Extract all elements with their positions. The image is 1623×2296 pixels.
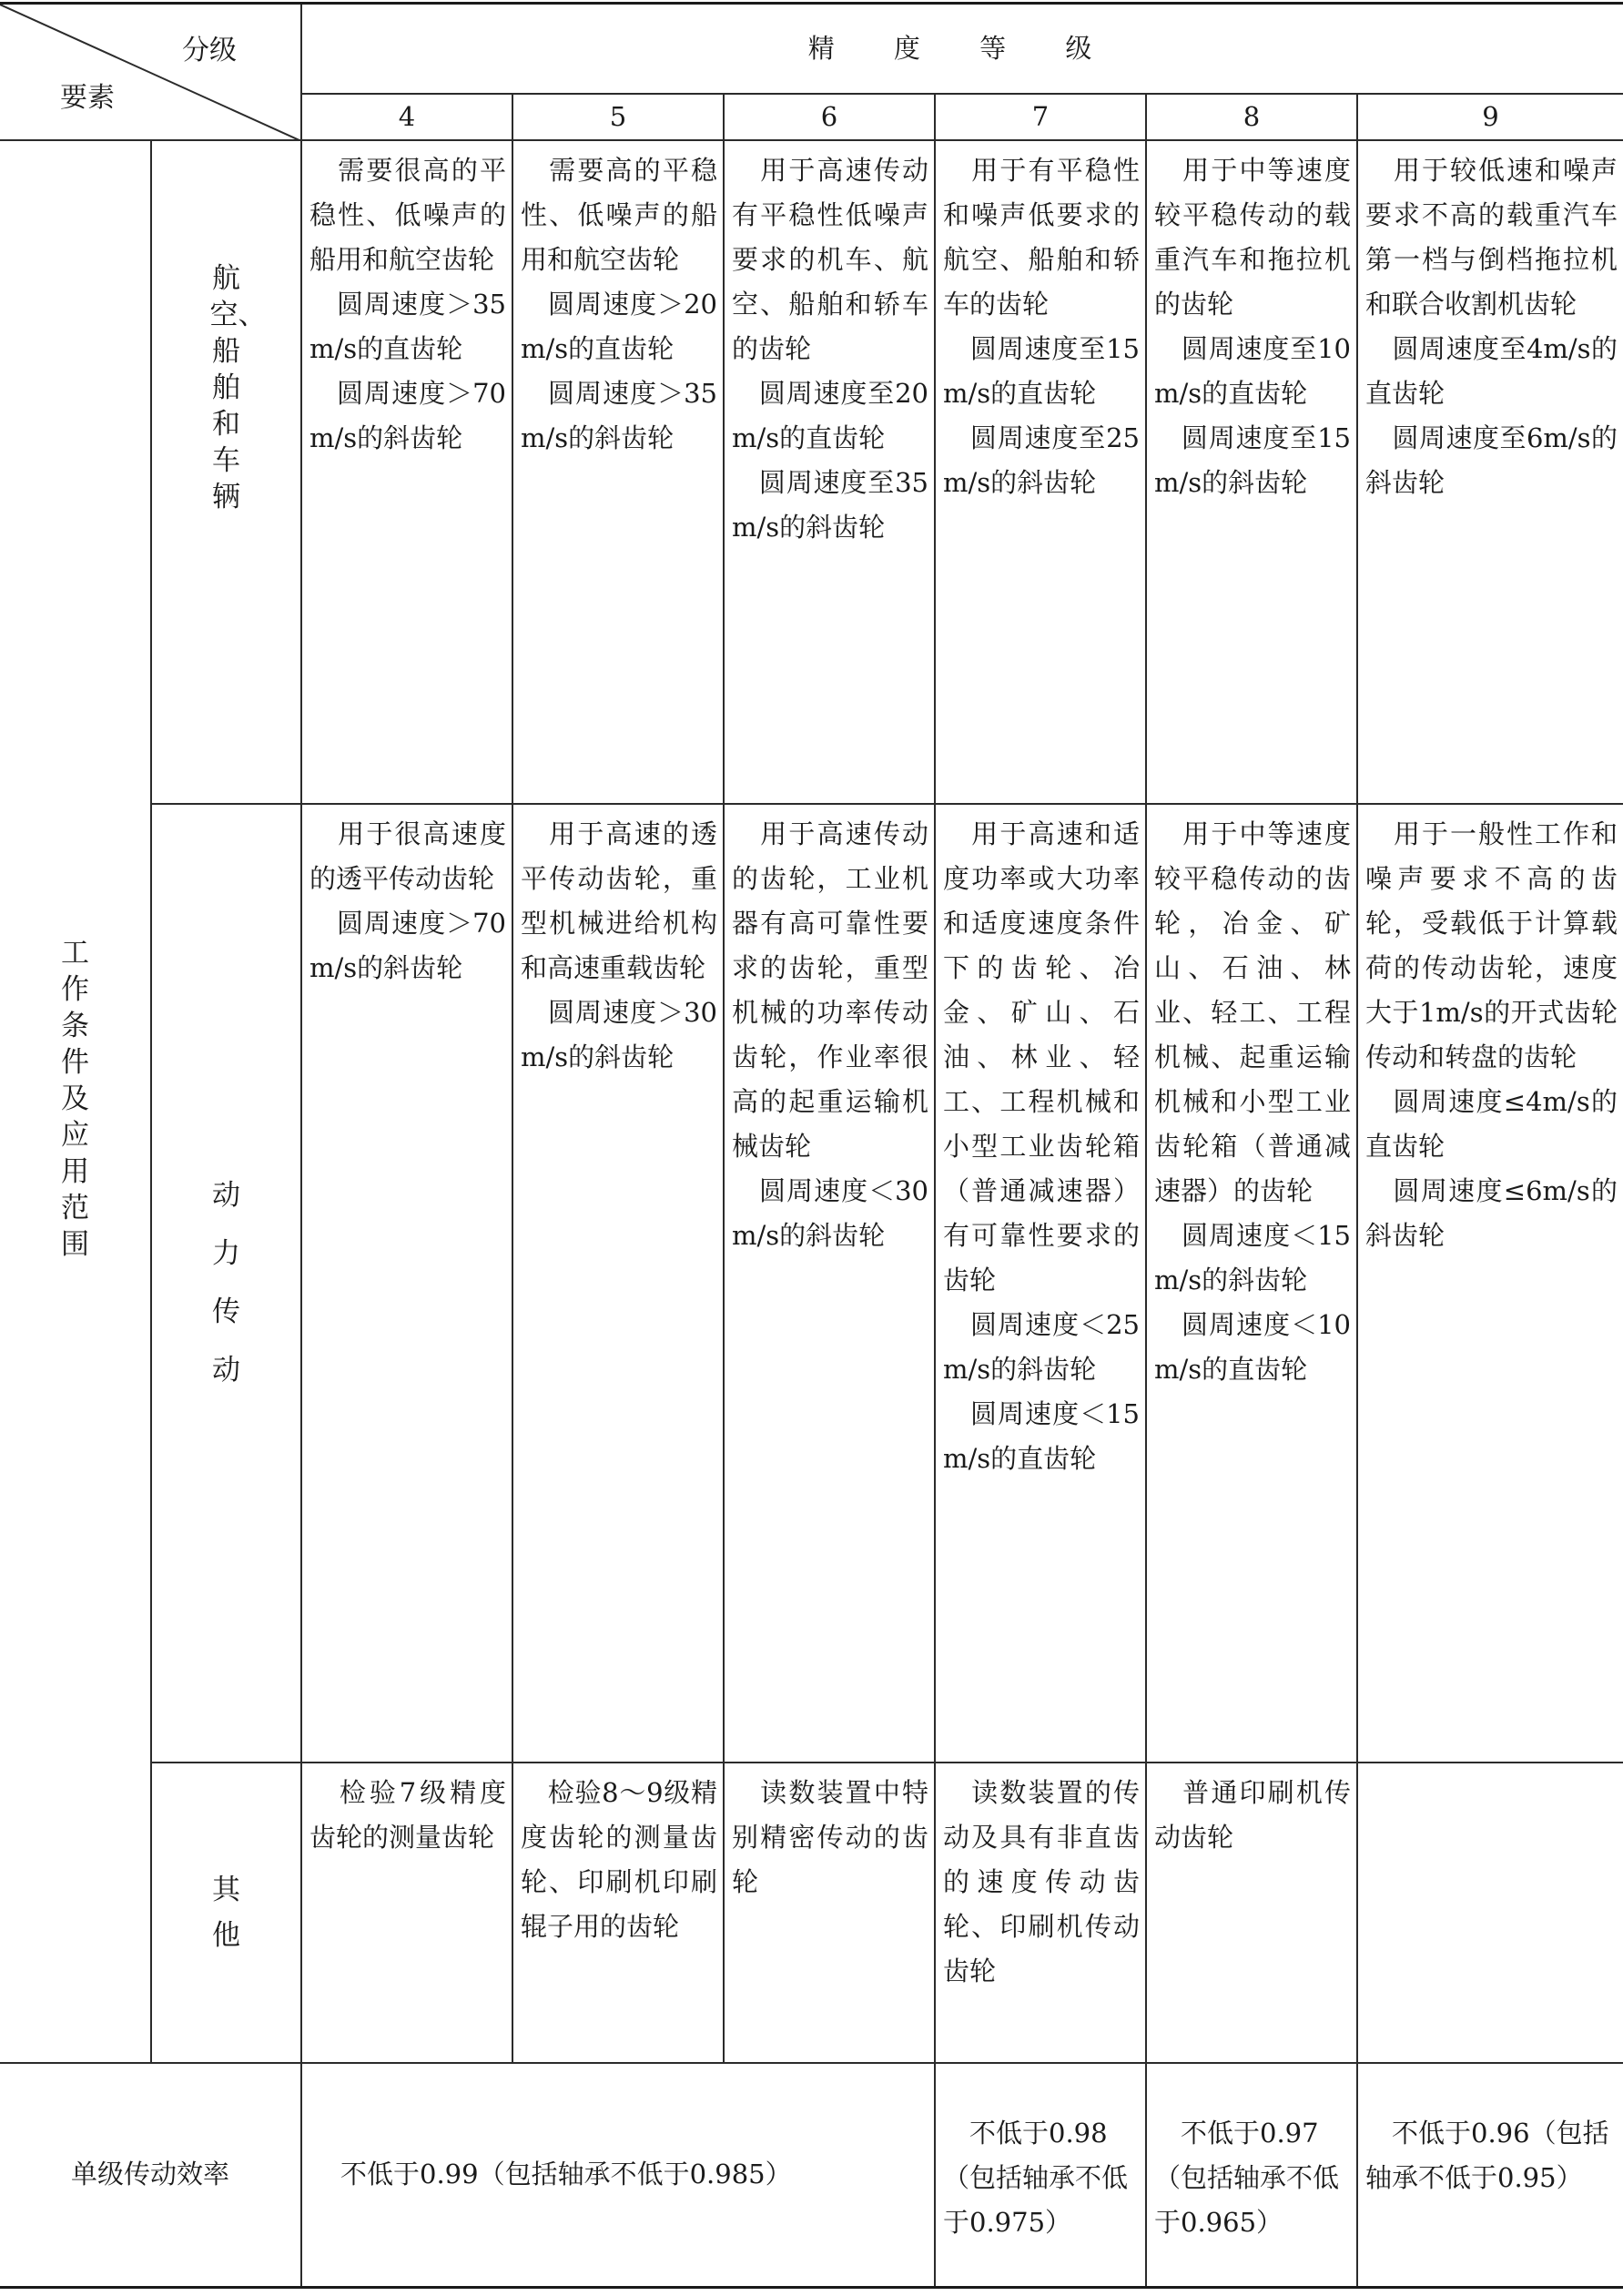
corner-diagonal bbox=[0, 5, 301, 141]
efficiency-grade-8: 不低于0.97（包括轴承不低于0.965） bbox=[1146, 2063, 1357, 2288]
row-label-power-transmission: 动力传动 bbox=[151, 804, 301, 1763]
grade-4-header: 4 bbox=[301, 94, 512, 140]
row-label-others: 其他 bbox=[151, 1763, 301, 2063]
aviation-grade-7: 用于有平稳性和噪声低要求的航空、船舶和轿车的齿轮 圆周速度至15m/s的直齿轮 圆周速度至25m/s的斜齿轮 bbox=[935, 140, 1146, 804]
corner-cell bbox=[0, 4, 301, 140]
row-others bbox=[0, 1763, 1623, 2063]
precision-grade-table bbox=[0, 2, 1623, 2289]
power-grade-9: 用于一般性工作和噪声要求不高的齿轮，受载低于计算载荷的传动齿轮，速度大于1m/s的开式齿轮传动和转盘的齿轮 圆周速度≤4m/s的直齿轮 圆周速度≤6m/s的斜齿轮 bbox=[1357, 804, 1623, 1763]
others-grade-9 bbox=[1357, 1763, 1623, 2063]
others-grade-8: 普通印刷机传动齿轮 bbox=[1146, 1763, 1357, 2063]
power-grade-5: 用于高速的透平传动齿轮，重型机械进给机构和高速重载齿轮 圆周速度＞30m/s的斜齿轮 bbox=[512, 804, 724, 1763]
power-grade-7: 用于高速和适度功率或大功率和适度速度条件下的齿轮、冶金、矿山、石油、林业、轻工、工程机械和小型工业齿轮箱（普通减速器）有可靠性要求的齿轮 圆周速度＜25m/s的斜齿轮 圆周速度＜15m/s的直齿轮 bbox=[935, 804, 1146, 1763]
grade-5-header: 5 bbox=[512, 94, 724, 140]
others-grade-5: 检验8～9级精度齿轮的测量齿轮、印刷机印刷辊子用的齿轮 bbox=[512, 1763, 724, 2063]
others-grade-7: 读数装置的传动及具有非直齿的速度传动齿轮、印刷机传动齿轮 bbox=[935, 1763, 1146, 2063]
side-label-working-conditions: 工作条件及应用范围 bbox=[0, 140, 151, 2063]
corner-label-elements: 要素 bbox=[60, 82, 115, 114]
efficiency-grade-9: 不低于0.96（包括轴承不低于0.95） bbox=[1357, 2063, 1623, 2288]
aviation-grade-4: 需要很高的平稳性、低噪声的船用和航空齿轮 圆周速度＞35m/s的直齿轮 圆周速度＞70m/s的斜齿轮 bbox=[301, 140, 512, 804]
aviation-grade-5: 需要高的平稳性、低噪声的船用和航空齿轮 圆周速度＞20m/s的直齿轮 圆周速度＞35m/s的斜齿轮 bbox=[512, 140, 724, 804]
row-label-aviation: 航空、船舶和车辆 bbox=[151, 140, 301, 804]
power-grade-8: 用于中等速度较平稳传动的齿轮，冶金、矿山、石油、林业、轻工、工程机械、起重运输机械和小型工业齿轮箱（普通减速器）的齿轮 圆周速度＜15m/s的斜齿轮 圆周速度＜10m/s的直齿轮 bbox=[1146, 804, 1357, 1763]
others-grade-6: 读数装置中特别精密传动的齿轮 bbox=[724, 1763, 935, 2063]
grade-6-header: 6 bbox=[724, 94, 935, 140]
aviation-grade-6: 用于高速传动有平稳性低噪声要求的机车、航空、船舶和轿车的齿轮 圆周速度至20m/s的直齿轮 圆周速度至35m/s的斜齿轮 bbox=[724, 140, 935, 804]
aviation-grade-8: 用于中等速度较平稳传动的载重汽车和拖拉机的齿轮 圆周速度至10m/s的直齿轮 圆周速度至15m/s的斜齿轮 bbox=[1146, 140, 1357, 804]
corner-label-grading: 分级 bbox=[182, 35, 237, 66]
row-aviation bbox=[0, 140, 1623, 804]
header-row-1 bbox=[0, 4, 1623, 94]
grade-8-header: 8 bbox=[1146, 94, 1357, 140]
grade-9-header: 9 bbox=[1357, 94, 1623, 140]
precision-grade-title: 精 度 等 级 bbox=[301, 4, 1623, 94]
grade-7-header: 7 bbox=[935, 94, 1146, 140]
row-power-transmission bbox=[0, 804, 1623, 1763]
power-grade-6: 用于高速传动的齿轮，工业机器有高可靠性要求的齿轮，重型机械的功率传动齿轮，作业率很高的起重运输机械齿轮 圆周速度＜30m/s的斜齿轮 bbox=[724, 804, 935, 1763]
others-grade-4: 检验7级精度齿轮的测量齿轮 bbox=[301, 1763, 512, 2063]
row-efficiency bbox=[0, 2063, 1623, 2288]
efficiency-grade-7: 不低于0.98（包括轴承不低于0.975） bbox=[935, 2063, 1146, 2288]
power-grade-4: 用于很高速度的透平传动齿轮 圆周速度＞70m/s的斜齿轮 bbox=[301, 804, 512, 1763]
efficiency-grade-4-6: 不低于0.99（包括轴承不低于0.985） bbox=[301, 2063, 935, 2288]
aviation-grade-9: 用于较低速和噪声要求不高的载重汽车第一档与倒档拖拉机和联合收割机齿轮 圆周速度至4m/s的直齿轮 圆周速度至6m/s的斜齿轮 bbox=[1357, 140, 1623, 804]
efficiency-label: 单级传动效率 bbox=[0, 2063, 301, 2288]
